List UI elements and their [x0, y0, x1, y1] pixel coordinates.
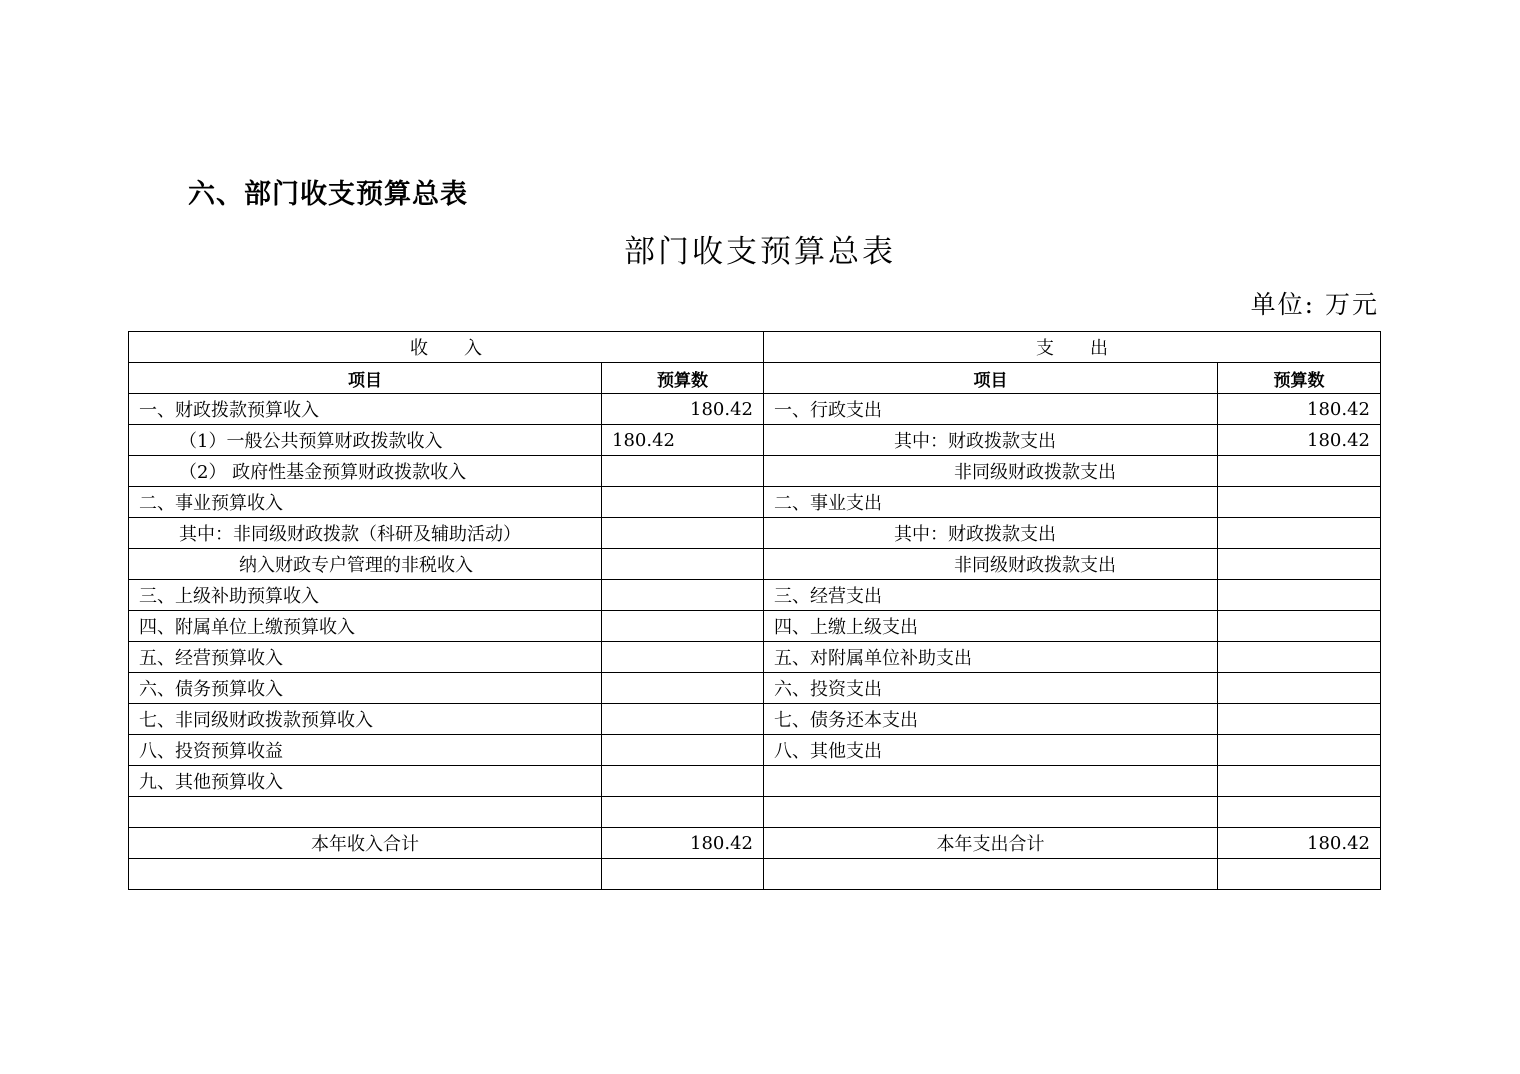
table-row [129, 642, 1381, 673]
expense-total-value: 180.42 [1218, 828, 1381, 859]
income-value [602, 642, 764, 673]
income-value [602, 611, 764, 642]
expense-value [1218, 518, 1381, 549]
expense-item: 七、债务还本支出 [764, 704, 1218, 735]
expense-value [1218, 766, 1381, 797]
table-total-row [129, 828, 1381, 859]
expense-item: 五、对附属单位补助支出 [764, 642, 1218, 673]
table-row [129, 704, 1381, 735]
income-group-header: 收 入 [129, 332, 764, 363]
table-title: 部门收支预算总表 [624, 234, 896, 270]
expense-item: 非同级财政拨款支出 [764, 456, 1218, 487]
expense-value [1218, 487, 1381, 518]
expense-value: 180.42 [1218, 394, 1381, 425]
expense-value [1218, 580, 1381, 611]
table-group-header [129, 332, 1381, 363]
expense-item: 三、经营支出 [764, 580, 1218, 611]
expense-value [1218, 797, 1381, 828]
expense-budget-header: 预算数 [1218, 363, 1381, 394]
income-value: 180.42 [602, 425, 764, 456]
income-value [602, 580, 764, 611]
income-item: 七、非同级财政拨款预算收入 [129, 704, 602, 735]
income-item [129, 797, 602, 828]
income-value: 180.42 [602, 394, 764, 425]
income-value [602, 456, 764, 487]
table-row [129, 394, 1381, 425]
income-value [602, 704, 764, 735]
income-item: 一、财政拨款预算收入 [129, 394, 602, 425]
expense-item: 八、其他支出 [764, 735, 1218, 766]
income-budget-header: 预算数 [602, 363, 764, 394]
income-value [602, 766, 764, 797]
expense-item: 四、上缴上级支出 [764, 611, 1218, 642]
budget-summary-table [128, 331, 1381, 890]
income-item: 八、投资预算收益 [129, 735, 602, 766]
income-item [129, 859, 602, 890]
table-column-header [129, 363, 1381, 394]
income-item: （2） 政府性基金预算财政拨款收入 [129, 456, 602, 487]
table-row [129, 580, 1381, 611]
income-item: 四、附属单位上缴预算收入 [129, 611, 602, 642]
expense-value [1218, 549, 1381, 580]
expense-item: 其中：财政拨款支出 [764, 518, 1218, 549]
income-item: 其中：非同级财政拨款（科研及辅助活动） [129, 518, 602, 549]
income-value [602, 797, 764, 828]
unit-label: 单位: 万元 [1250, 290, 1379, 319]
table-row [129, 456, 1381, 487]
income-value [602, 549, 764, 580]
income-value [602, 735, 764, 766]
expense-value [1218, 673, 1381, 704]
income-item: （1）一般公共预算财政拨款收入 [129, 425, 602, 456]
table-row [129, 673, 1381, 704]
table-row [129, 487, 1381, 518]
section-heading: 六、部门收支预算总表 [188, 179, 468, 210]
income-item: 九、其他预算收入 [129, 766, 602, 797]
expense-value: 180.42 [1218, 425, 1381, 456]
expense-value [1218, 456, 1381, 487]
expense-value [1218, 642, 1381, 673]
expense-item: 非同级财政拨款支出 [764, 549, 1218, 580]
income-item: 五、经营预算收入 [129, 642, 602, 673]
income-total-value: 180.42 [602, 828, 764, 859]
income-value [602, 859, 764, 890]
table-row [129, 797, 1381, 828]
income-total-label: 本年收入合计 [129, 828, 602, 859]
expense-item: 二、事业支出 [764, 487, 1218, 518]
income-value [602, 487, 764, 518]
expense-item: 其中：财政拨款支出 [764, 425, 1218, 456]
table-row [129, 735, 1381, 766]
income-item: 二、事业预算收入 [129, 487, 602, 518]
income-item: 三、上级补助预算收入 [129, 580, 602, 611]
expense-value [1218, 704, 1381, 735]
income-item: 六、债务预算收入 [129, 673, 602, 704]
expense-value [1218, 859, 1381, 890]
expense-group-header: 支 出 [764, 332, 1381, 363]
expense-total-label: 本年支出合计 [764, 828, 1218, 859]
income-item-header: 项目 [129, 363, 602, 394]
income-value [602, 673, 764, 704]
expense-item [764, 797, 1218, 828]
expense-value [1218, 611, 1381, 642]
income-value [602, 518, 764, 549]
table-row [129, 518, 1381, 549]
expense-value [1218, 735, 1381, 766]
expense-item [764, 859, 1218, 890]
expense-item: 一、行政支出 [764, 394, 1218, 425]
income-item: 纳入财政专户管理的非税收入 [129, 549, 602, 580]
table-row [129, 425, 1381, 456]
expense-item-header: 项目 [764, 363, 1218, 394]
table-row [129, 611, 1381, 642]
expense-item: 六、投资支出 [764, 673, 1218, 704]
expense-item [764, 766, 1218, 797]
table-row [129, 549, 1381, 580]
table-row [129, 859, 1381, 890]
table-row [129, 766, 1381, 797]
